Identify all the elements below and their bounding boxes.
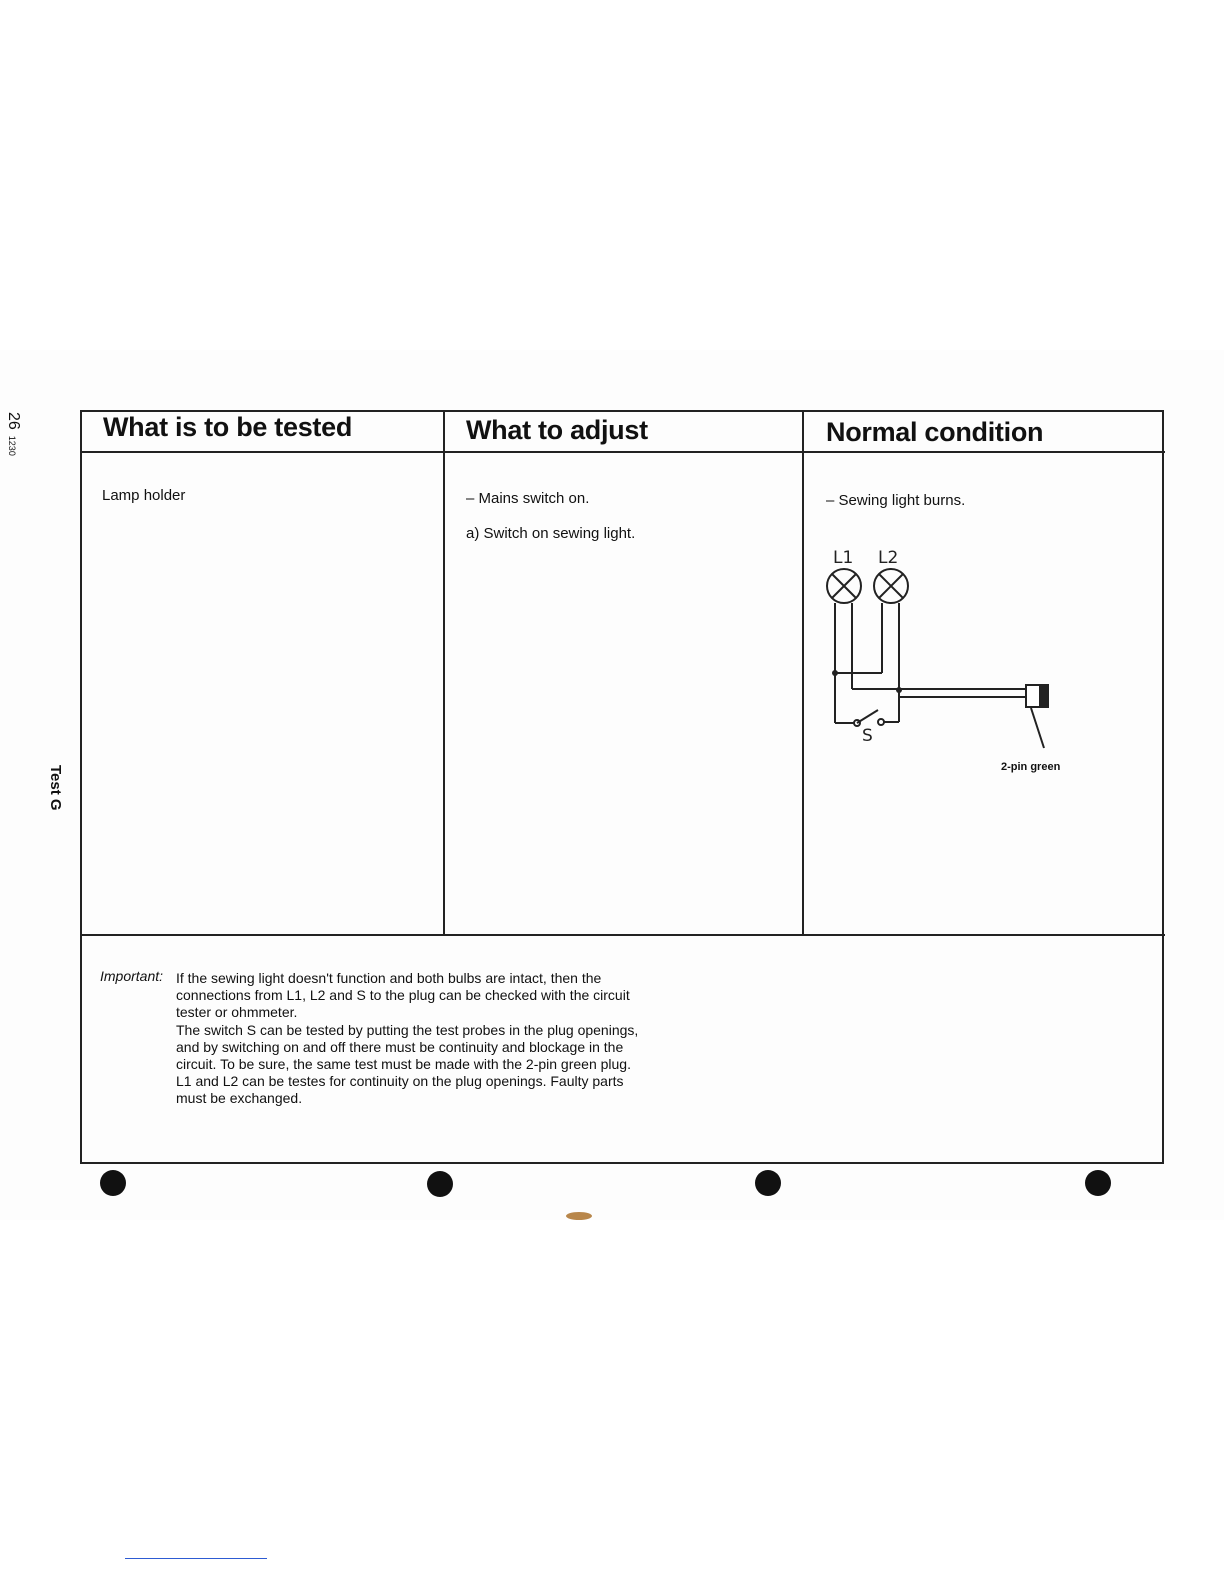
wiring-diagram: [820, 540, 1070, 760]
plug-label: 2-pin green: [1001, 761, 1061, 773]
binder-hole-3: [755, 1170, 781, 1196]
note-line: must be exchanged.: [176, 1090, 303, 1107]
header-normal-condition: Normal condition: [826, 417, 1044, 447]
page-number: [4, 412, 22, 456]
lamp-l2-label: L2: [878, 548, 899, 568]
header-divider: [81, 451, 1165, 453]
header-what-to-adjust: What to adjust: [466, 415, 648, 445]
column-divider-2: [802, 411, 804, 935]
test-label: Test G: [47, 765, 64, 811]
adjust-step-2: a) Switch on sewing light.: [466, 525, 636, 542]
important-label: Important:: [100, 968, 164, 984]
page-number-main: 26: [5, 412, 22, 430]
note-line: The switch S can be tested by putting the test probes in the plug openings,: [176, 1021, 639, 1038]
junction-dot-1: [832, 670, 838, 676]
column-divider-1: [443, 411, 445, 935]
note-line: L1 and L2 can be testes for continuity on the plug openings. Faulty parts: [176, 1073, 624, 1090]
lamp-l1-icon: [827, 569, 861, 603]
note-line: connections from L1, L2 and S to the plug can be checked with the circuit: [176, 987, 630, 1004]
binder-hole-4: [1085, 1170, 1111, 1196]
note-line: and by switching on and off there must be continuity and blockage in the: [176, 1038, 624, 1055]
note-line: circuit. To be sure, the same test must be made with the 2-pin green plug.: [176, 1056, 631, 1073]
junction-dot-2: [896, 687, 902, 693]
normal-condition-text: – Sewing light burns.: [826, 492, 966, 509]
lamp-l2-icon: [874, 569, 908, 603]
header-what-is-tested: What is to be tested: [103, 412, 353, 442]
paper-smudge: [566, 1212, 592, 1220]
tested-item: Lamp holder: [102, 487, 186, 504]
page-code: 1230: [7, 435, 17, 456]
binder-hole-2: [427, 1171, 453, 1197]
note-line: If the sewing light doesn't function and both bulbs are intact, then the: [176, 970, 602, 986]
switch-s-icon: [854, 710, 884, 726]
notes-divider: [81, 934, 1165, 936]
plug-icon: [1026, 685, 1048, 707]
note-line: tester or ohmmeter.: [176, 1004, 298, 1021]
adjust-step-1: – Mains switch on.: [466, 490, 590, 507]
lamp-l1-label: L1: [833, 548, 854, 568]
bottom-underline: [125, 1558, 267, 1559]
binder-hole-1: [100, 1170, 126, 1196]
switch-s-label: S: [862, 726, 873, 746]
important-note: [176, 970, 666, 1108]
